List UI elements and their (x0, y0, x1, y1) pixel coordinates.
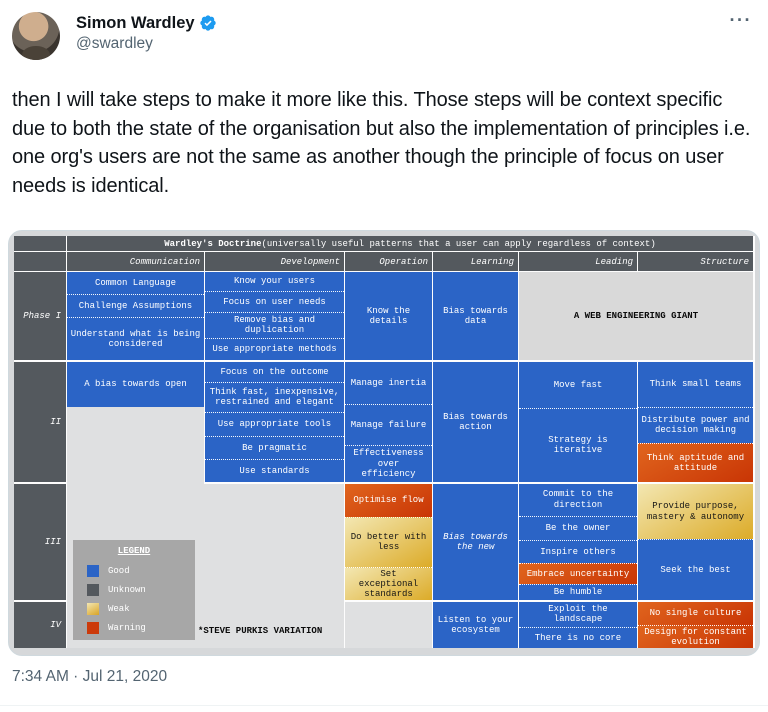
doctrine-cell: Bias towards data (433, 272, 518, 360)
table-title-bold: Wardley's Doctrine (164, 238, 262, 249)
doctrine-cell: Distribute power and decision making (638, 407, 753, 444)
phase3-leading-group (519, 484, 637, 600)
doctrine-cell: Use appropriate tools (205, 412, 344, 436)
doctrine-cell: Move fast (519, 362, 637, 408)
legend-item-unknown (87, 580, 195, 599)
phase1-leading-structure-group (519, 272, 753, 360)
author-row[interactable] (76, 13, 217, 33)
doctrine-cell: Optimise flow (345, 484, 432, 517)
doctrine-cell: Commit to the direction (519, 484, 637, 516)
table-title (67, 236, 753, 251)
col-header-operation: Operation (345, 252, 432, 271)
doctrine-cell: There is no core (519, 627, 637, 648)
legend-box (73, 540, 195, 640)
doctrine-cell: Bias towards action (433, 362, 518, 482)
doctrine-cell: Be humble (519, 584, 637, 600)
weak-swatch-icon (87, 603, 99, 615)
warning-swatch-icon (87, 622, 99, 634)
doctrine-cell: Remove bias and duplication (205, 312, 344, 338)
phase3-structure-group (638, 484, 753, 600)
tweet-image-card[interactable] (8, 230, 760, 656)
table-corner (14, 236, 66, 251)
doctrine-cell: A WEB ENGINEERING GIANT (519, 272, 753, 360)
doctrine-cell: Use standards (205, 459, 344, 482)
legend-item-weak (87, 599, 195, 618)
doctrine-cell: Think fast, inexpensive, restrained and elegant (205, 382, 344, 412)
good-swatch-icon (87, 565, 99, 577)
doctrine-cell: Focus on user needs (205, 291, 344, 311)
phase2-learning-group (433, 362, 518, 482)
doctrine-cell: Know your users (205, 272, 344, 291)
empty-region (67, 407, 204, 484)
doctrine-cell: Focus on the outcome (205, 362, 344, 382)
tweet-text: then I will take steps to make it more like this. Those steps will be context specific due to both the state of the organisation but also the implementation of principles i.e. one org's users are not the same as another though the principle of focus on user needs is identical. (12, 89, 751, 197)
more-menu-button[interactable]: ··· (729, 10, 752, 30)
phase1-learning-group (433, 272, 518, 360)
table-corner (14, 252, 66, 271)
doctrine-cell: Effectiveness over efficiency (345, 445, 432, 482)
doctrine-cell: Set exceptional standards (345, 567, 432, 600)
phase4-learning-group (433, 602, 518, 648)
doctrine-cell: Be pragmatic (205, 436, 344, 459)
doctrine-cell: Design for constant evolution (638, 625, 753, 648)
doctrine-cell: Be the owner (519, 516, 637, 540)
doctrine-cell: Exploit the landscape (519, 602, 637, 627)
legend-item-label: Good (108, 565, 130, 576)
phase2-development-group (205, 362, 344, 482)
col-header-development: Development (205, 252, 344, 271)
empty-region (345, 602, 432, 648)
phase3-learning-group (433, 484, 518, 600)
doctrine-cell: Manage inertia (345, 362, 432, 404)
author-name[interactable]: Simon Wardley (76, 14, 195, 32)
doctrine-cell: Bias towards the new (433, 484, 518, 600)
legend-title: LEGEND (117, 546, 151, 556)
doctrine-cell: Do better with less (345, 517, 432, 567)
doctrine-cell: Strategy is iterative (519, 408, 637, 482)
legend-item-label: Weak (108, 603, 130, 614)
doctrine-cell: Think small teams (638, 362, 753, 407)
col-header-learning: Learning (433, 252, 518, 271)
doctrine-cell: Seek the best (638, 539, 753, 600)
author-handle[interactable]: @swardley (76, 35, 153, 52)
col-header-structure: Structure (638, 252, 753, 271)
table-title-rest: (universally useful patterns that a user can apply regardless of context) (261, 238, 656, 249)
avatar[interactable] (12, 12, 60, 60)
col-header-leading: Leading (519, 252, 637, 271)
variation-footnote: *STEVE PURKIS VARIATION (198, 626, 323, 636)
phase2-communication-group (67, 362, 204, 407)
phase-label-1: Phase I (14, 272, 66, 360)
phase2-leading-group (519, 362, 637, 482)
phase-label-2: II (14, 362, 66, 482)
unknown-swatch-icon (87, 584, 99, 596)
doctrine-table (14, 236, 755, 648)
phase4-structure-group (638, 602, 753, 648)
phase2-operation-group (345, 362, 432, 482)
doctrine-cell: Think aptitude and attitude (638, 443, 753, 482)
legend-item-warning (87, 618, 195, 637)
phase-label-3: III (14, 484, 66, 600)
verified-badge-icon (199, 14, 217, 32)
doctrine-cell: Common Language (67, 272, 204, 294)
doctrine-cell: No single culture (638, 602, 753, 625)
phase3-operation-group (345, 484, 432, 600)
doctrine-cell: Understand what is being considered (67, 317, 204, 360)
phase4-leading-group (519, 602, 637, 648)
doctrine-cell: Challenge Assumptions (67, 294, 204, 317)
doctrine-cell: Use appropriate methods (205, 338, 344, 360)
legend-item-label: Unknown (108, 584, 146, 595)
doctrine-cell: Listen to your ecosystem (433, 602, 518, 648)
phase2-structure-group (638, 362, 753, 482)
doctrine-cell: Know the details (345, 272, 432, 360)
phase1-communication-group (67, 272, 204, 360)
phase-label-4: IV (14, 602, 66, 648)
legend-item-good (87, 561, 195, 580)
doctrine-cell: Provide purpose, mastery & autonomy (638, 484, 753, 539)
doctrine-cell: Embrace uncertainty (519, 563, 637, 583)
divider (0, 705, 768, 706)
phase1-development-group (205, 272, 344, 360)
legend-item-label: Warning (108, 622, 146, 633)
phase1-operation-group (345, 272, 432, 360)
doctrine-cell: A bias towards open (67, 362, 204, 407)
tweet-timestamp: 7:34 AM · Jul 21, 2020 (12, 668, 168, 685)
col-header-communication: Communication (67, 252, 204, 271)
doctrine-cell: Inspire others (519, 540, 637, 563)
doctrine-cell: Manage failure (345, 404, 432, 445)
